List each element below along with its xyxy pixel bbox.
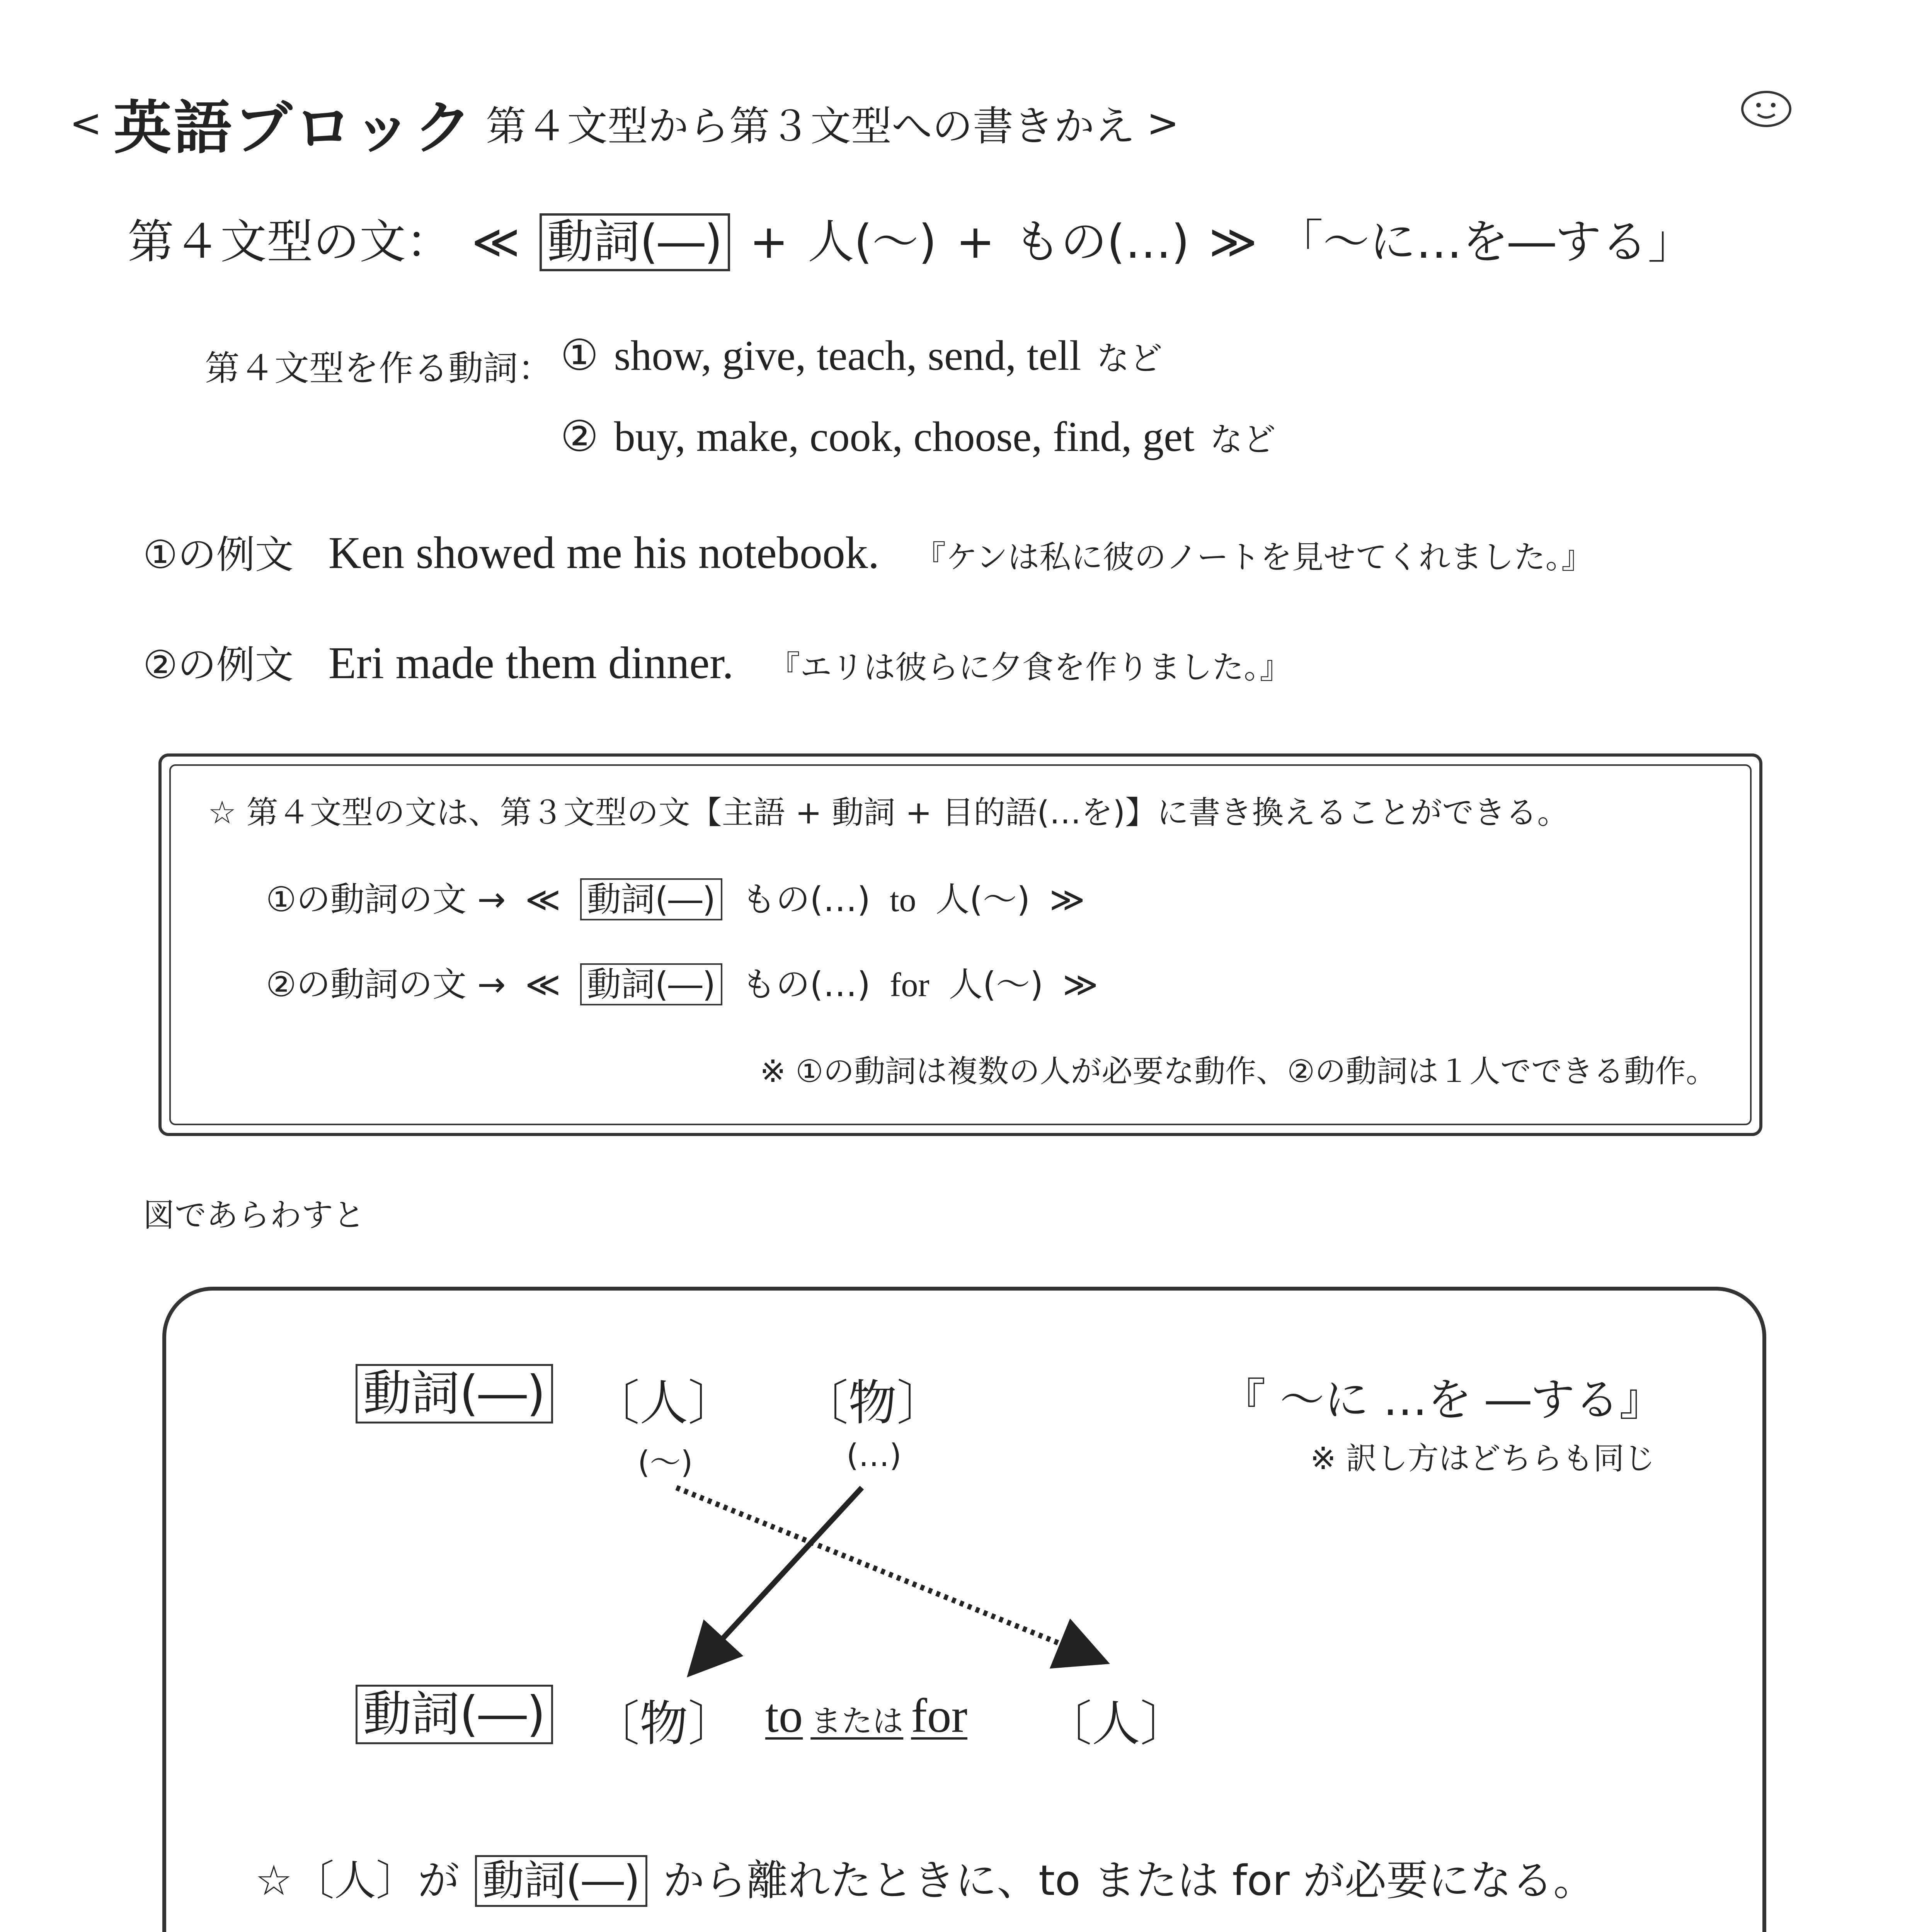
star-pre: ☆〔人〕が bbox=[255, 1857, 460, 1905]
def-close: ≫ bbox=[1209, 215, 1258, 269]
header-close: > bbox=[1146, 100, 1179, 146]
top-person-sub: (〜) bbox=[638, 1444, 693, 1480]
def-plus1: + bbox=[749, 215, 788, 269]
def-thing: もの(…) bbox=[1014, 215, 1190, 269]
bottom-verb-box: 動詞(―) bbox=[356, 1685, 553, 1744]
bottom-for: for bbox=[911, 1689, 967, 1743]
diagram-bottom-verb bbox=[356, 1685, 553, 1744]
r2-thing: もの(…) bbox=[742, 964, 871, 1004]
ex2-label: ②の例文 bbox=[143, 642, 294, 687]
ex1-en: Ken showed me his notebook. bbox=[328, 527, 880, 578]
r2-close: ≫ bbox=[1062, 964, 1098, 1004]
def-verb: 動詞(―) bbox=[540, 213, 730, 271]
g1-list: show, give, teach, send, tell bbox=[614, 332, 1081, 379]
ex2-en: Eri made them dinner. bbox=[328, 638, 734, 688]
logo: 英語ブロック bbox=[113, 95, 474, 162]
rule-row-1 bbox=[266, 872, 1085, 921]
g1-etc: など bbox=[1096, 340, 1163, 378]
bottom-prep bbox=[765, 1689, 967, 1744]
r1-open: ≪ bbox=[525, 879, 561, 919]
verb-group-1 bbox=[560, 330, 1162, 380]
header bbox=[70, 81, 1179, 165]
rule-note: ※ ①の動詞は複数の人が必要な動作、②の動詞は１人でできる動作。 bbox=[760, 1053, 1717, 1089]
r1-label: ①の動詞の文 → bbox=[266, 879, 506, 919]
r2-open: ≪ bbox=[525, 964, 561, 1004]
r2-verb: 動詞(―) bbox=[580, 963, 723, 1005]
bottom-thing: 〔物〕 bbox=[591, 1696, 736, 1752]
ex1-ja: 『ケンは私に彼のノートを見せてくれました。』 bbox=[914, 539, 1593, 576]
bottom-person: 〔人〕 bbox=[1044, 1696, 1188, 1752]
def-plus2: + bbox=[956, 215, 995, 269]
def-meaning: 「〜に…を―する」 bbox=[1277, 215, 1694, 269]
header-title: 第４文型から第３文型への書きかえ bbox=[485, 102, 1135, 150]
def-label: 第４文型の文： bbox=[128, 215, 452, 269]
definition-line bbox=[128, 205, 1694, 271]
swap-arrows bbox=[166, 1291, 1762, 1932]
verb-group-2 bbox=[560, 412, 1276, 461]
top-person: 〔人〕 bbox=[591, 1375, 736, 1431]
star-line bbox=[255, 1847, 1595, 1907]
top-thing-sub: (…) bbox=[846, 1437, 902, 1473]
rule-box bbox=[158, 753, 1762, 1136]
smiley-face-icon bbox=[1735, 85, 1797, 131]
top-thing: 〔物〕 bbox=[800, 1375, 945, 1431]
g1-num: ① bbox=[560, 330, 599, 380]
diagram-meaning-note: ※ 訳し方はどちらも同じ bbox=[1310, 1440, 1655, 1476]
thing-arrow bbox=[701, 1488, 862, 1662]
bottom-to: to bbox=[765, 1689, 803, 1743]
star-verb: 動詞(―) bbox=[475, 1855, 647, 1907]
def-open: ≪ bbox=[472, 215, 520, 269]
example-1 bbox=[143, 524, 1593, 579]
rule-intro: ☆ 第４文型の文は、第３文型の文【主語 + 動詞 + 目的語(…を)】に書き換えることができる。 bbox=[208, 794, 1569, 831]
example-2 bbox=[143, 634, 1291, 689]
r1-prep: to bbox=[890, 881, 916, 919]
star-post: から離れたときに、to または for が必要になる。 bbox=[663, 1857, 1595, 1905]
g2-etc: など bbox=[1210, 421, 1276, 459]
diagram-box bbox=[162, 1287, 1766, 1932]
r1-thing: もの(…) bbox=[742, 879, 871, 919]
def-person: 人(〜) bbox=[807, 215, 937, 269]
r1-close: ≫ bbox=[1049, 879, 1085, 919]
header-open: < bbox=[70, 100, 102, 146]
r2-person: 人(〜) bbox=[948, 964, 1044, 1004]
top-verb-box: 動詞(―) bbox=[356, 1364, 553, 1423]
r1-verb: 動詞(―) bbox=[580, 878, 723, 920]
r2-prep: for bbox=[890, 966, 930, 1004]
diagram-label: 図であらわすと bbox=[143, 1197, 365, 1234]
verbs-label: 第４文型を作る動詞： bbox=[205, 348, 553, 389]
r1-person: 人(〜) bbox=[935, 879, 1030, 919]
ex1-label: ①の例文 bbox=[143, 532, 294, 577]
g2-num: ② bbox=[560, 412, 599, 461]
r2-label: ②の動詞の文 → bbox=[266, 964, 506, 1004]
rule-row-2 bbox=[266, 957, 1098, 1006]
bottom-or: または bbox=[810, 1703, 904, 1739]
diagram-meaning: 『 〜に …を ―する』 bbox=[1221, 1374, 1664, 1426]
ex2-ja: 『エリは彼らに夕食を作りました。』 bbox=[768, 649, 1292, 686]
person-dotted-arrow bbox=[676, 1488, 1090, 1656]
g2-list: buy, make, cook, choose, find, get bbox=[614, 413, 1195, 460]
